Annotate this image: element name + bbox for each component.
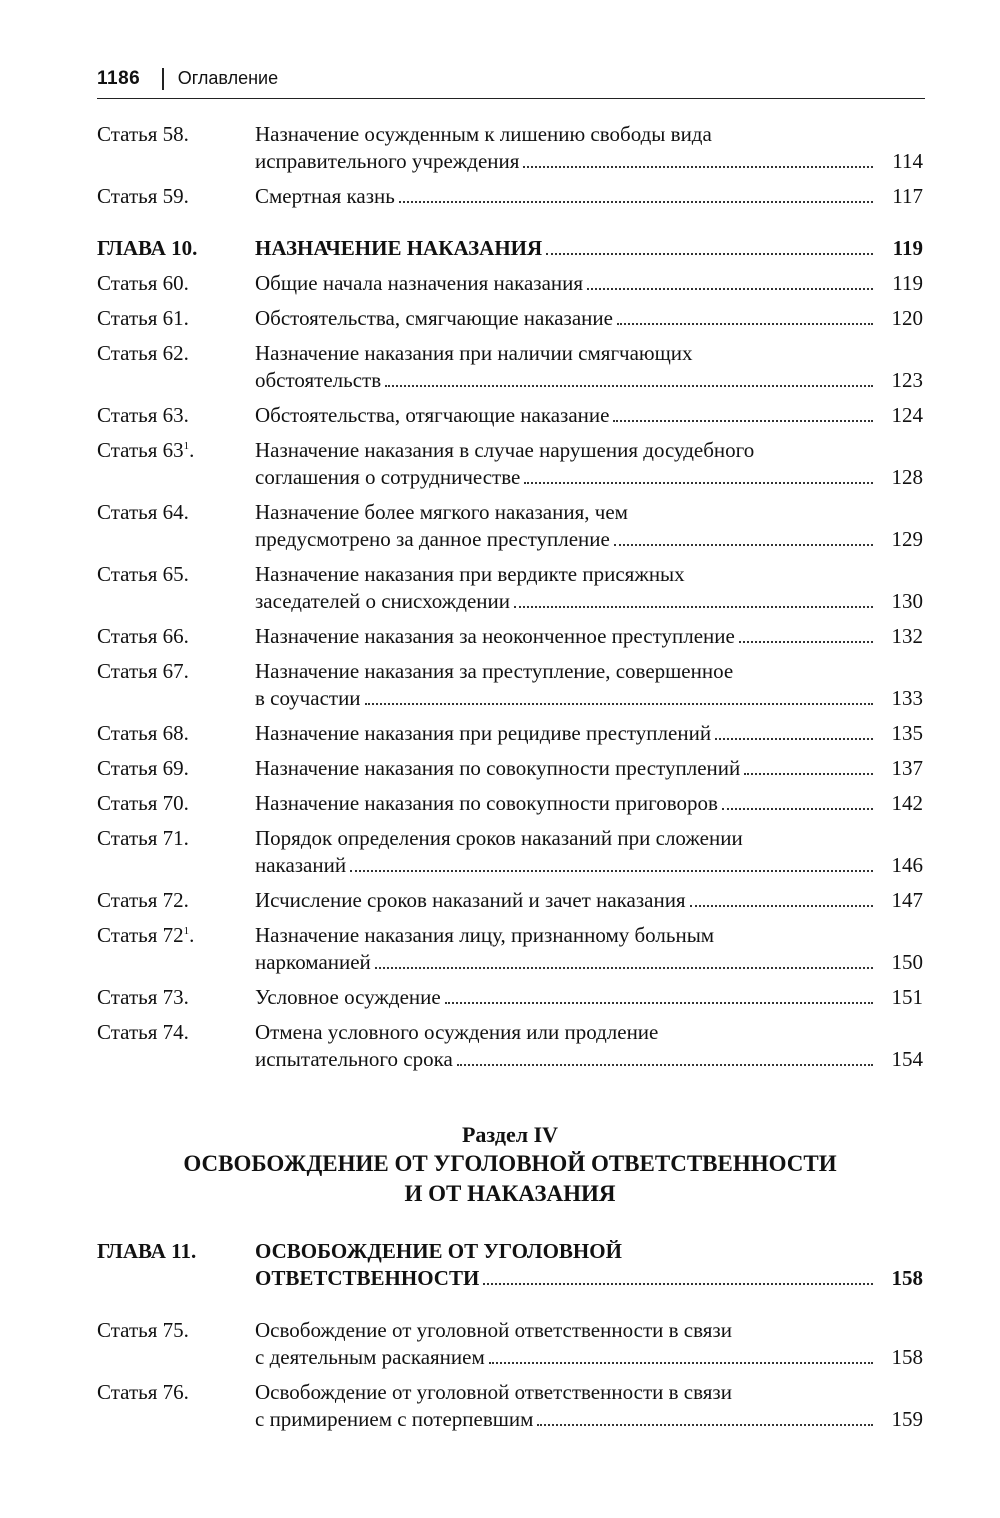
section-name: Раздел IV [461, 1122, 559, 1147]
entry-page-number: 123 [891, 368, 923, 392]
entry-number-text: Статья 63. [97, 403, 189, 427]
dot-leader [385, 385, 873, 387]
toc-list [97, 121, 923, 1073]
entry-number-text: Статья 69. [97, 756, 189, 780]
entry-page-number: 124 [891, 403, 923, 427]
toc-entry[interactable] [97, 402, 923, 429]
entry-number [97, 922, 255, 949]
dot-leader [690, 905, 873, 907]
dot-leader [617, 323, 873, 325]
toc-entry[interactable] [97, 183, 923, 210]
entry-title-line: наркоманией [255, 950, 371, 974]
dot-leader [739, 641, 873, 643]
entry-title-line: с деятельным раскаянием [255, 1345, 485, 1369]
entry-number-suffix: . [189, 923, 195, 947]
entry-page-number: 130 [891, 589, 923, 613]
entry-page-number: 132 [891, 624, 923, 648]
page-number: 1186 [97, 68, 141, 89]
entry-title-line: Отмена условного осуждения или продление [255, 1020, 659, 1044]
entry-title-line: Назначение наказания по совокупности приговоров [255, 791, 718, 815]
dot-leader [523, 166, 873, 168]
entry-page-number: 147 [891, 888, 923, 912]
entry-number [97, 887, 255, 914]
toc-chapter[interactable] [97, 1238, 923, 1292]
entry-title-line: испытательного срока [255, 1047, 453, 1071]
entry-number [97, 623, 255, 650]
toc-list [97, 1238, 923, 1433]
entry-page-number: 120 [891, 306, 923, 330]
entry-number-text: Статья 72 [97, 923, 184, 947]
entry-number-text: Статья 62. [97, 341, 189, 365]
dot-leader [613, 420, 873, 422]
entry-page-number: 129 [891, 527, 923, 551]
entry-number-text: Статья 73. [97, 985, 189, 1009]
dot-leader [375, 967, 873, 969]
entry-title-line: с примирением с потерпевшим [255, 1407, 534, 1431]
entry-title-line: Порядок определения сроков наказаний при сложении [255, 826, 743, 850]
entry-title-line: заседателей о снисхождении [255, 589, 510, 613]
entry-number-text: Статья 58. [97, 122, 189, 146]
section-title-line: ОСВОБОЖДЕНИЕ ОТ УГОЛОВНОЙ ОТВЕТСТВЕННОСТИ [183, 1151, 837, 1176]
dot-leader [350, 870, 873, 872]
entry-number-text: Статья 64. [97, 500, 189, 524]
running-head-title: Оглавление [177, 68, 279, 88]
entry-page-number: 154 [891, 1047, 923, 1071]
header-divider [162, 68, 164, 90]
entry-number-text: Статья 70. [97, 791, 189, 815]
entry-title-line: Условное осуждение [255, 985, 441, 1009]
entry-page-number: 114 [892, 149, 923, 173]
entry-number-text: Статья 67. [97, 659, 189, 683]
entry-number [97, 720, 255, 747]
dot-leader [537, 1424, 873, 1426]
entry-page-number: 119 [892, 236, 923, 260]
entry-number [97, 1019, 255, 1046]
entry-number-text: ГЛАВА 10. [97, 236, 198, 260]
dot-leader [445, 1002, 873, 1004]
dot-leader [524, 482, 873, 484]
entry-title-line: обстоятельств [255, 368, 382, 392]
dot-leader [399, 201, 873, 203]
entry-title-line: Назначение наказания при рецидиве преступлений [255, 721, 712, 745]
entry-title-line: Общие начала назначения наказания [255, 271, 584, 295]
dot-leader [744, 773, 873, 775]
toc-entry[interactable] [97, 121, 923, 175]
entry-title-line: Освобождение от уголовной ответственности в связи [255, 1380, 732, 1404]
entry-page-number: 142 [891, 791, 923, 815]
entry-page-number: 117 [892, 184, 923, 208]
entry-title-line: Назначение наказания при наличии смягчающих [255, 341, 693, 365]
entry-title-line: Обстоятельства, смягчающие наказание [255, 306, 613, 330]
entry-title-line: Назначение осужденным к лишению свободы вида [255, 122, 712, 146]
entry-number [97, 305, 255, 332]
toc-entry[interactable] [97, 825, 923, 879]
entry-page-number: 150 [891, 950, 923, 974]
toc-entry[interactable] [97, 922, 923, 976]
section-title-line: И ОТ НАКАЗАНИЯ [404, 1181, 616, 1206]
entry-number-text: Статья 63 [97, 438, 184, 462]
entry-title-line: Назначение наказания лицу, признанному больным [255, 923, 715, 947]
entry-number-text: Статья 75. [97, 1318, 189, 1342]
entry-title-line: наказаний [255, 853, 347, 877]
entry-page-number: 158 [891, 1266, 923, 1290]
entry-number-text: Статья 71. [97, 826, 189, 850]
entry-number [97, 825, 255, 852]
entry-number [97, 235, 255, 262]
entry-number [97, 755, 255, 782]
entry-number-text: Статья 74. [97, 1020, 189, 1044]
entry-page-number: 159 [891, 1407, 923, 1431]
entry-number [97, 183, 255, 210]
entry-page-number: 119 [892, 271, 923, 295]
toc-entry[interactable] [97, 755, 923, 782]
entry-number-superscript: 1 [183, 925, 190, 937]
toc-entry[interactable] [97, 561, 923, 615]
entry-number [97, 790, 255, 817]
entry-number-text: Статья 61. [97, 306, 189, 330]
entry-title-line: в соучастии [255, 686, 361, 710]
entry-number [97, 1379, 255, 1406]
entry-title-line: Назначение более мягкого наказания, чем [255, 500, 628, 524]
entry-page-number: 135 [891, 721, 923, 745]
dot-leader [587, 288, 873, 290]
entry-page-number: 137 [891, 756, 923, 780]
running-head [97, 68, 925, 99]
entry-title-line: Освобождение от уголовной ответственности в связи [255, 1318, 732, 1342]
dot-leader [514, 606, 873, 608]
dot-leader [365, 703, 873, 705]
toc-entry[interactable] [97, 340, 923, 394]
toc-entry[interactable] [97, 984, 923, 1011]
entry-page-number: 128 [891, 465, 923, 489]
entry-page-number: 146 [891, 853, 923, 877]
entry-page-number: 158 [891, 1345, 923, 1369]
toc-entry[interactable] [97, 437, 923, 491]
entry-number [97, 1238, 255, 1265]
toc-entry[interactable] [97, 305, 923, 332]
dot-leader [614, 544, 873, 546]
entry-number-text: Статья 65. [97, 562, 189, 586]
entry-page-number: 133 [891, 686, 923, 710]
dot-leader [715, 738, 873, 740]
entry-title-line: соглашения о сотрудничестве [255, 465, 521, 489]
entry-title-line: исправительного учреждения [255, 149, 520, 173]
entry-number [97, 658, 255, 685]
section-heading [97, 1121, 923, 1209]
entry-title-line: Назначение наказания за преступление, совершенное [255, 659, 734, 683]
toc-entry[interactable] [97, 658, 923, 712]
dot-leader [489, 1362, 873, 1364]
entry-title-line: Назначение наказания по совокупности преступлений [255, 756, 741, 780]
entry-number-text: Статья 72. [97, 888, 189, 912]
toc-entry[interactable] [97, 1019, 923, 1073]
toc-entry[interactable] [97, 1379, 923, 1433]
toc-entry[interactable] [97, 790, 923, 817]
toc-entry[interactable] [97, 720, 923, 747]
entry-title-line: Назначение наказания при вердикте присяжных [255, 562, 685, 586]
entry-number-text: Статья 68. [97, 721, 189, 745]
entry-number-suffix: . [189, 438, 195, 462]
entry-title-line: Смертная казнь [255, 184, 395, 208]
entry-number [97, 121, 255, 148]
toc-entry[interactable] [97, 270, 923, 297]
entry-title-line: Назначение наказания за неоконченное преступление [255, 624, 735, 648]
entry-title-line: ОСВОБОЖДЕНИЕ ОТ УГОЛОВНОЙ [255, 1239, 622, 1263]
entry-title-line: Исчисление сроков наказаний и зачет наказания [255, 888, 686, 912]
entry-title-line: Обстоятельства, отягчающие наказание [255, 403, 610, 427]
dot-leader [722, 808, 873, 810]
toc-chapter[interactable] [97, 235, 923, 262]
entry-title-line: Назначение наказания в случае нарушения досудебного [255, 438, 755, 462]
dot-leader [457, 1064, 873, 1066]
entry-page-number: 151 [891, 985, 923, 1009]
entry-number [97, 499, 255, 526]
entry-number [97, 1317, 255, 1344]
entry-number [97, 402, 255, 429]
entry-number-text: Статья 60. [97, 271, 189, 295]
dot-leader [483, 1283, 873, 1285]
entry-number [97, 437, 255, 464]
entry-title-line: НАЗНАЧЕНИЕ НАКАЗАНИЯ [255, 236, 543, 260]
entry-number-text: ГЛАВА 11. [97, 1239, 197, 1263]
entry-title-line: ОТВЕТСТВЕННОСТИ [255, 1266, 480, 1290]
toc-entry[interactable] [97, 887, 923, 914]
entry-number [97, 270, 255, 297]
entry-number [97, 340, 255, 367]
toc-entry[interactable] [97, 499, 923, 553]
toc-entry[interactable] [97, 1317, 923, 1371]
entry-number-text: Статья 76. [97, 1380, 189, 1404]
entry-number-superscript: 1 [183, 440, 190, 452]
dot-leader [546, 253, 873, 255]
toc-entry[interactable] [97, 623, 923, 650]
entry-number-text: Статья 59. [97, 184, 189, 208]
entry-number [97, 984, 255, 1011]
entry-number-text: Статья 66. [97, 624, 189, 648]
entry-title-line: предусмотрено за данное преступление [255, 527, 610, 551]
entry-number [97, 561, 255, 588]
